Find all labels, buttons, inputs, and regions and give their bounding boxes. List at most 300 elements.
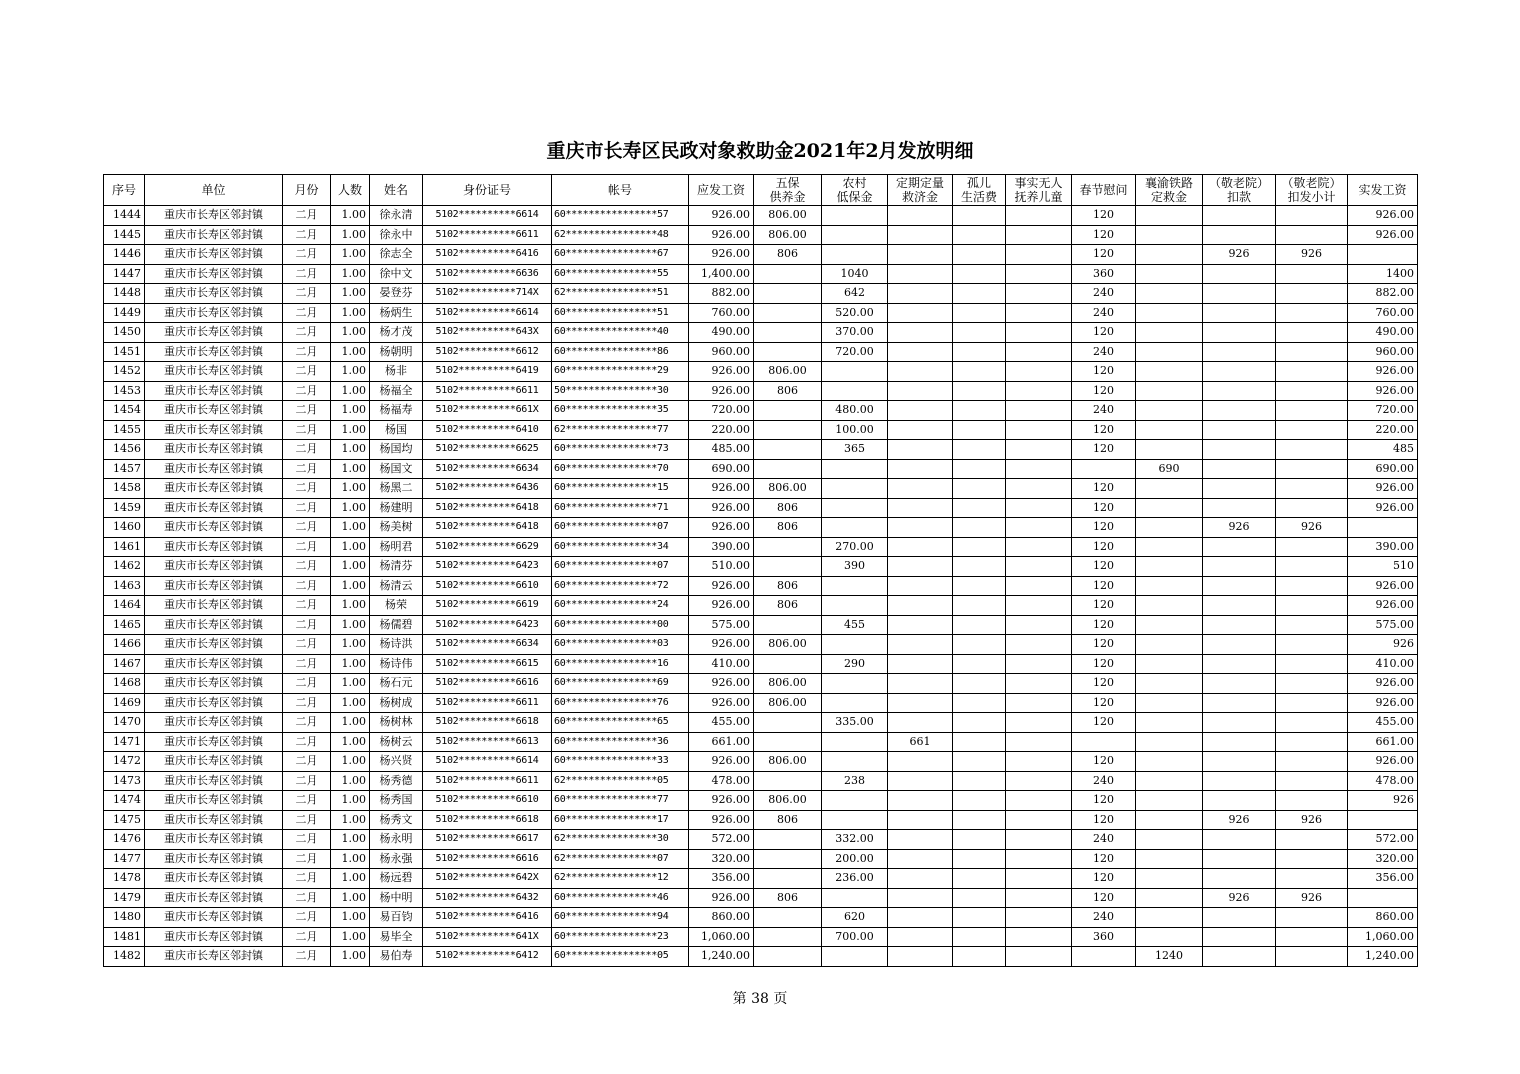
table-row [104,947,1418,967]
cell-wage-due: 572.00 [689,830,754,850]
cell-xiangyu: 1240 [1136,947,1203,967]
cell-shishi [1006,576,1072,596]
cell-month: 二月 [283,713,331,733]
cell-wage-due: 1,400.00 [689,264,754,284]
cell-seq: 1461 [104,537,145,557]
cell-dibao: 332.00 [822,830,888,850]
cell-shishi [1006,264,1072,284]
cell-dibao: 700.00 [822,927,888,947]
cell-dibao [822,498,888,518]
table-row [104,654,1418,674]
cell-shishi [1006,849,1072,869]
column-header-line: 低保金 [836,190,873,204]
column-header-line: 农村 [842,176,867,190]
cell-chunjie: 120 [1072,791,1136,811]
cell-dibao [822,674,888,694]
cell-id-no: 5102**********6629 [423,537,552,557]
cell-dingqi [888,791,953,811]
cell-id-no: 5102**********6618 [423,810,552,830]
cell-name: 杨才茂 [370,323,423,343]
cell-seq: 1475 [104,810,145,830]
cell-dingqi [888,576,953,596]
cell-wubao [754,420,822,440]
cell-dingqi [888,810,953,830]
cell-unit: 重庆市长寿区邻封镇 [145,869,283,889]
cell-jinglao-sub [1276,225,1348,245]
cell-wage-paid: 1400 [1348,264,1418,284]
cell-guer [953,830,1006,850]
cell-name: 杨儒碧 [370,615,423,635]
cell-chunjie: 120 [1072,498,1136,518]
cell-wage-due: 926.00 [689,596,754,616]
cell-unit: 重庆市长寿区邻封镇 [145,498,283,518]
cell-unit: 重庆市长寿区邻封镇 [145,576,283,596]
cell-month: 二月 [283,654,331,674]
cell-account: 62****************07 [552,849,689,869]
cell-chunjie: 120 [1072,420,1136,440]
cell-wage-paid: 356.00 [1348,869,1418,889]
cell-unit: 重庆市长寿区邻封镇 [145,635,283,655]
cell-id-no: 5102**********6614 [423,303,552,323]
cell-shishi [1006,830,1072,850]
cell-chunjie: 120 [1072,557,1136,577]
cell-month: 二月 [283,596,331,616]
column-header-wage-paid [1348,175,1418,206]
cell-xiangyu [1136,713,1203,733]
cell-seq: 1454 [104,401,145,421]
cell-dingqi [888,342,953,362]
table-header [104,175,1418,206]
cell-jinglao-deduct [1203,791,1276,811]
cell-chunjie: 240 [1072,401,1136,421]
cell-shishi [1006,869,1072,889]
cell-guer [953,381,1006,401]
cell-chunjie: 120 [1072,693,1136,713]
cell-wage-due: 926.00 [689,810,754,830]
cell-wage-paid: 575.00 [1348,615,1418,635]
cell-id-no: 5102**********6617 [423,830,552,850]
cell-unit: 重庆市长寿区邻封镇 [145,420,283,440]
cell-guer [953,459,1006,479]
table-row [104,518,1418,538]
table-row [104,323,1418,343]
cell-id-no: 5102**********6412 [423,947,552,967]
cell-xiangyu [1136,869,1203,889]
cell-wubao [754,557,822,577]
cell-jinglao-deduct [1203,225,1276,245]
table-row [104,576,1418,596]
cell-month: 二月 [283,303,331,323]
cell-shishi [1006,537,1072,557]
cell-people: 1.00 [331,557,370,577]
cell-xiangyu [1136,732,1203,752]
cell-wage-due: 390.00 [689,537,754,557]
cell-wubao [754,947,822,967]
cell-wage-paid: 510 [1348,557,1418,577]
column-header-line: 单位 [201,183,226,197]
cell-people: 1.00 [331,303,370,323]
cell-wage-paid: 390.00 [1348,537,1418,557]
cell-dingqi [888,264,953,284]
cell-account: 60****************57 [552,206,689,226]
cell-dibao [822,693,888,713]
cell-xiangyu [1136,810,1203,830]
cell-id-no: 5102**********641X [423,927,552,947]
column-header-line: 抚养儿童 [1014,190,1063,204]
cell-dibao [822,732,888,752]
cell-people: 1.00 [331,245,370,265]
cell-dibao: 480.00 [822,401,888,421]
cell-xiangyu [1136,888,1203,908]
cell-month: 二月 [283,771,331,791]
cell-wubao: 806.00 [754,206,822,226]
cell-unit: 重庆市长寿区邻封镇 [145,732,283,752]
cell-guer [953,518,1006,538]
cell-seq: 1447 [104,264,145,284]
cell-month: 二月 [283,693,331,713]
cell-id-no: 5102**********6614 [423,752,552,772]
cell-jinglao-sub [1276,557,1348,577]
cell-month: 二月 [283,342,331,362]
cell-chunjie: 120 [1072,635,1136,655]
cell-account: 60****************70 [552,459,689,479]
column-header-month [283,175,331,206]
table-row [104,362,1418,382]
column-header-line: 生活费 [960,190,997,204]
cell-dingqi [888,381,953,401]
cell-account: 60****************23 [552,927,689,947]
cell-account: 60****************00 [552,615,689,635]
cell-people: 1.00 [331,342,370,362]
cell-month: 二月 [283,284,331,304]
cell-unit: 重庆市长寿区邻封镇 [145,830,283,850]
cell-name: 杨秀德 [370,771,423,791]
cell-guer [953,615,1006,635]
cell-name: 易毕全 [370,927,423,947]
cell-shishi [1006,557,1072,577]
cell-dingqi [888,537,953,557]
cell-chunjie: 360 [1072,264,1136,284]
cell-jinglao-deduct [1203,869,1276,889]
cell-account: 60****************34 [552,537,689,557]
cell-shishi [1006,401,1072,421]
column-header-line: 定期定量 [895,176,944,190]
cell-wage-paid: 1,060.00 [1348,927,1418,947]
cell-jinglao-deduct [1203,752,1276,772]
cell-xiangyu [1136,518,1203,538]
cell-guer [953,225,1006,245]
column-header-line: 姓名 [383,183,408,197]
cell-shishi [1006,323,1072,343]
cell-jinglao-deduct: 926 [1203,245,1276,265]
cell-dingqi [888,303,953,323]
cell-dibao [822,479,888,499]
cell-wage-paid: 720.00 [1348,401,1418,421]
cell-id-no: 5102**********6611 [423,693,552,713]
cell-xiangyu [1136,615,1203,635]
table-row [104,206,1418,226]
column-header-chunjie [1072,175,1136,206]
cell-wage-paid: 860.00 [1348,908,1418,928]
cell-seq: 1459 [104,498,145,518]
cell-dibao [822,206,888,226]
cell-jinglao-sub [1276,323,1348,343]
cell-name: 杨明君 [370,537,423,557]
cell-wage-paid: 690.00 [1348,459,1418,479]
cell-wubao [754,264,822,284]
cell-shishi [1006,654,1072,674]
cell-account: 60****************33 [552,752,689,772]
cell-dibao [822,245,888,265]
cell-id-no: 5102**********6619 [423,596,552,616]
cell-month: 二月 [283,264,331,284]
table-row [104,713,1418,733]
cell-name: 杨永明 [370,830,423,850]
cell-unit: 重庆市长寿区邻封镇 [145,888,283,908]
column-header-line: 孤儿 [966,176,991,190]
column-header-wage-due [689,175,754,206]
cell-dingqi [888,225,953,245]
cell-account: 60****************05 [552,947,689,967]
cell-account: 60****************72 [552,576,689,596]
cell-guer [953,420,1006,440]
cell-wubao [754,342,822,362]
cell-wage-due: 926.00 [689,576,754,596]
table-row [104,615,1418,635]
cell-shishi [1006,927,1072,947]
cell-account: 60****************36 [552,732,689,752]
cell-people: 1.00 [331,732,370,752]
cell-account: 60****************94 [552,908,689,928]
table-row [104,401,1418,421]
cell-wage-due: 926.00 [689,362,754,382]
cell-shishi [1006,596,1072,616]
cell-dibao [822,888,888,908]
cell-jinglao-sub [1276,498,1348,518]
cell-jinglao-sub [1276,869,1348,889]
cell-unit: 重庆市长寿区邻封镇 [145,557,283,577]
cell-guer [953,245,1006,265]
cell-people: 1.00 [331,927,370,947]
cell-month: 二月 [283,323,331,343]
cell-dingqi [888,420,953,440]
cell-shishi [1006,771,1072,791]
table-row [104,537,1418,557]
cell-month: 二月 [283,537,331,557]
cell-id-no: 5102**********6418 [423,518,552,538]
cell-chunjie: 120 [1072,362,1136,382]
cell-people: 1.00 [331,323,370,343]
table-row [104,245,1418,265]
cell-wubao: 806.00 [754,225,822,245]
cell-name: 杨国均 [370,440,423,460]
cell-seq: 1456 [104,440,145,460]
cell-wage-due: 926.00 [689,225,754,245]
cell-name: 杨美树 [370,518,423,538]
cell-xiangyu [1136,635,1203,655]
column-header-line: 帐号 [607,183,632,197]
table-row [104,264,1418,284]
cell-wage-due: 926.00 [689,752,754,772]
cell-xiangyu [1136,342,1203,362]
cell-jinglao-sub [1276,401,1348,421]
cell-guer [953,732,1006,752]
cell-xiangyu [1136,225,1203,245]
cell-chunjie: 120 [1072,615,1136,635]
cell-jinglao-deduct [1203,557,1276,577]
cell-jinglao-sub: 926 [1276,518,1348,538]
cell-id-no: 5102**********6636 [423,264,552,284]
cell-people: 1.00 [331,420,370,440]
cell-month: 二月 [283,635,331,655]
cell-id-no: 5102**********6419 [423,362,552,382]
cell-people: 1.00 [331,459,370,479]
cell-people: 1.00 [331,440,370,460]
cell-jinglao-deduct [1203,323,1276,343]
cell-jinglao-sub [1276,752,1348,772]
cell-dingqi [888,206,953,226]
cell-jinglao-sub [1276,635,1348,655]
cell-wage-due: 485.00 [689,440,754,460]
cell-month: 二月 [283,888,331,908]
cell-wubao [754,654,822,674]
cell-chunjie: 120 [1072,576,1136,596]
cell-chunjie: 120 [1072,381,1136,401]
table-row [104,557,1418,577]
cell-dingqi [888,713,953,733]
page-number: 第 38 页 [732,991,788,1007]
cell-chunjie: 120 [1072,206,1136,226]
cell-id-no: 5102**********643X [423,323,552,343]
cell-seq: 1444 [104,206,145,226]
cell-unit: 重庆市长寿区邻封镇 [145,596,283,616]
table-row [104,420,1418,440]
cell-jinglao-deduct [1203,420,1276,440]
cell-jinglao-sub: 926 [1276,245,1348,265]
cell-unit: 重庆市长寿区邻封镇 [145,674,283,694]
cell-wubao: 806.00 [754,479,822,499]
cell-wubao [754,401,822,421]
table-row [104,752,1418,772]
cell-dibao: 290 [822,654,888,674]
cell-dingqi [888,284,953,304]
cell-shishi [1006,791,1072,811]
cell-wubao [754,713,822,733]
cell-id-no: 5102**********642X [423,869,552,889]
cell-account: 60****************77 [552,791,689,811]
cell-dibao: 200.00 [822,849,888,869]
cell-jinglao-deduct [1203,947,1276,967]
cell-wubao: 806 [754,518,822,538]
cell-people: 1.00 [331,693,370,713]
cell-chunjie: 120 [1072,245,1136,265]
cell-wage-due: 1,060.00 [689,927,754,947]
cell-jinglao-sub [1276,771,1348,791]
cell-unit: 重庆市长寿区邻封镇 [145,206,283,226]
cell-chunjie: 120 [1072,713,1136,733]
cell-id-no: 5102**********6612 [423,342,552,362]
cell-people: 1.00 [331,830,370,850]
cell-id-no: 5102**********6611 [423,381,552,401]
cell-jinglao-deduct [1203,284,1276,304]
cell-unit: 重庆市长寿区邻封镇 [145,440,283,460]
column-header-line: 扣发小计 [1287,190,1336,204]
table-row [104,791,1418,811]
cell-jinglao-sub [1276,264,1348,284]
cell-account: 62****************30 [552,830,689,850]
cell-people: 1.00 [331,791,370,811]
cell-name: 杨诗伟 [370,654,423,674]
cell-jinglao-sub [1276,459,1348,479]
cell-people: 1.00 [331,908,370,928]
cell-dibao: 1040 [822,264,888,284]
cell-unit: 重庆市长寿区邻封镇 [145,342,283,362]
column-header-line: 春节慰问 [1079,183,1128,197]
cell-wage-paid: 926.00 [1348,576,1418,596]
cell-account: 62****************12 [552,869,689,889]
cell-wage-paid: 926.00 [1348,674,1418,694]
cell-wage-due: 926.00 [689,206,754,226]
cell-id-no: 5102**********6613 [423,732,552,752]
cell-jinglao-sub [1276,303,1348,323]
cell-dibao: 335.00 [822,713,888,733]
column-header-line: 月份 [294,183,319,197]
cell-unit: 重庆市长寿区邻封镇 [145,245,283,265]
cell-dingqi [888,888,953,908]
table-row [104,635,1418,655]
cell-people: 1.00 [331,264,370,284]
cell-unit: 重庆市长寿区邻封镇 [145,713,283,733]
cell-shishi [1006,440,1072,460]
cell-month: 二月 [283,908,331,928]
cell-dibao: 270.00 [822,537,888,557]
cell-jinglao-sub [1276,362,1348,382]
cell-id-no: 5102**********714X [423,284,552,304]
cell-month: 二月 [283,225,331,245]
cell-wubao: 806 [754,245,822,265]
cell-dibao: 520.00 [822,303,888,323]
cell-xiangyu [1136,830,1203,850]
cell-wubao: 806.00 [754,693,822,713]
cell-seq: 1448 [104,284,145,304]
cell-dibao: 455 [822,615,888,635]
cell-people: 1.00 [331,752,370,772]
cell-jinglao-deduct [1203,342,1276,362]
cell-wage-due: 510.00 [689,557,754,577]
cell-chunjie [1072,947,1136,967]
cell-chunjie [1072,459,1136,479]
cell-dingqi [888,674,953,694]
cell-chunjie: 240 [1072,771,1136,791]
column-header-seq [104,175,145,206]
cell-jinglao-deduct [1203,654,1276,674]
cell-name: 杨国 [370,420,423,440]
cell-unit: 重庆市长寿区邻封镇 [145,225,283,245]
cell-seq: 1458 [104,479,145,499]
table-row [104,810,1418,830]
cell-wubao: 806 [754,888,822,908]
cell-id-no: 5102**********6423 [423,615,552,635]
cell-account: 60****************07 [552,518,689,538]
cell-shishi [1006,693,1072,713]
cell-dingqi [888,869,953,889]
cell-jinglao-sub [1276,420,1348,440]
column-header-line: 人数 [337,183,362,197]
cell-unit: 重庆市长寿区邻封镇 [145,381,283,401]
cell-jinglao-sub [1276,947,1348,967]
cell-name: 杨清芬 [370,557,423,577]
column-header-line: （敬老院） [1208,176,1269,190]
